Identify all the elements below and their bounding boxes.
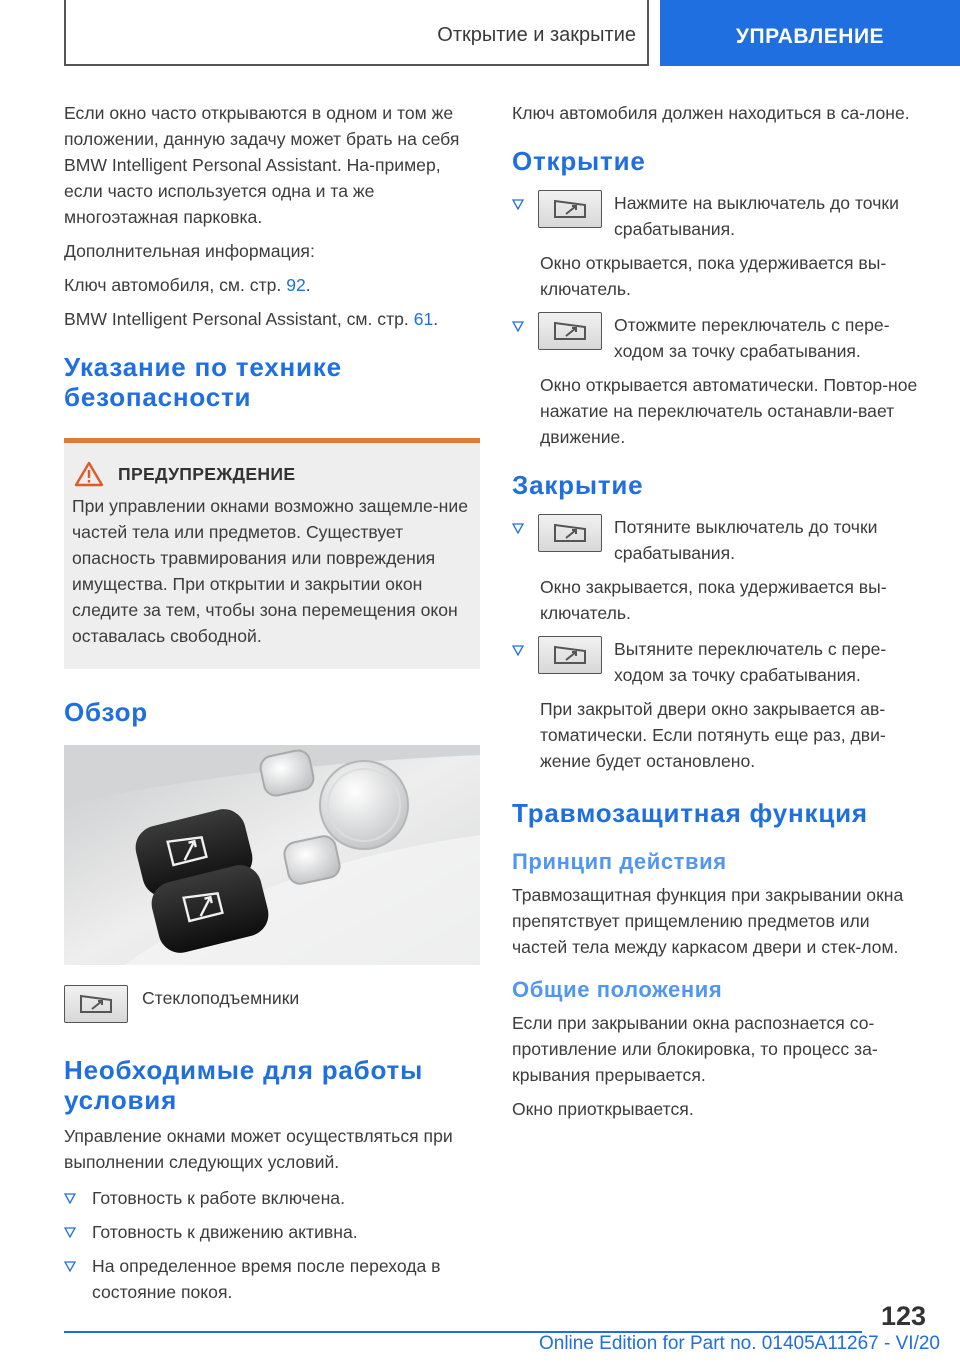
intro-paragraph: Если окно часто открываются в одном и том же положении, данную задачу может брать на себя BMW Intelligent Personal Assistant. На‐пример, если часто используется одна и та же многоэтажная парковка. (64, 103, 460, 227)
page-link-61[interactable]: 61 (413, 309, 434, 329)
header-section-title: Открытие и закрытие (437, 24, 636, 46)
close-step-1-note: Окно закрывается, пока удерживается вы‐ключатель. (540, 577, 887, 623)
close-step-2 (512, 636, 926, 688)
triangle-bullet-icon (64, 1193, 76, 1204)
reference-key: Ключ автомобиля, см. стр. 92. (64, 275, 311, 295)
close-step-2-note: При закрытой двери окно закрывается ав‐томатически. Если потянуть еще раз, дви‐жение будет остановлено. (540, 699, 886, 771)
triangle-bullet-icon (64, 1227, 76, 1238)
window-switch-icon (538, 190, 602, 228)
conditions-list (64, 1185, 480, 1305)
page-link-92[interactable]: 92 (286, 275, 306, 295)
window-switch-legend (64, 985, 480, 1023)
close-step-1-text: Потяните выключатель до точки срабатывания. (614, 517, 878, 563)
reference-assistant: BMW Intelligent Personal Assistant, см. стр. 61. (64, 309, 439, 329)
principle-text: Травмозащитная функция при закрывании окна препятствует прищемлению предметов или частей тела между каркасом двери и стек‐лом. (512, 885, 904, 957)
list-item: На определенное время после перехода в состояние покоя. (64, 1253, 480, 1305)
left-column (64, 100, 480, 1313)
right-column (512, 100, 926, 1130)
list-item: Готовность к работе включена. (64, 1185, 480, 1211)
pinch-protection-heading: Травмозащитная функция (512, 798, 868, 828)
open-step-2-text: Отожмите переключатель с пере‐ходом за точку срабатывания. (614, 315, 890, 361)
list-item: Готовность к движению активна. (64, 1219, 480, 1245)
general-heading: Общие положения (512, 977, 723, 1002)
window-switch-icon (538, 636, 602, 674)
triangle-bullet-icon (512, 645, 524, 656)
close-step-1 (512, 514, 926, 566)
more-info-label: Дополнительная информация: (64, 241, 315, 261)
conditions-heading: Необходимые для работы условия (64, 1055, 424, 1115)
window-switch-icon (64, 985, 128, 1023)
open-step-1-note: Окно открывается, пока удерживается вы‐ключатель. (540, 253, 887, 299)
triangle-bullet-icon (512, 321, 524, 332)
close-heading: Закрытие (512, 470, 644, 500)
warning-text: При управлении окнами возможно защемле‐ние частей тела или предметов. Существует опасность травмирования или повреждения имущества. При открытии и закрытии окон следите за тем, чтобы зона перемещения окон оставалась свободной. (72, 496, 468, 646)
warning-box (64, 438, 480, 669)
key-note: Ключ автомобиля должен находиться в са‐лоне. (512, 103, 910, 123)
window-switches-illustration (64, 745, 480, 965)
header-chapter-label: УПРАВЛЕНИЕ (735, 25, 885, 48)
open-step-1 (512, 190, 926, 242)
general-text: Если при закрывании окна распознается со‐противление или блокировка, то процесс за‐крывания прерывается. (512, 1013, 878, 1085)
conditions-intro: Управление окнами может осуществляться при выполнении следующих условий. (64, 1126, 453, 1172)
safety-heading: Указание по технике безопасности (64, 352, 342, 412)
open-step-2 (512, 312, 926, 364)
close-step-2-text: Вытяните переключатель с пере‐ходом за точку срабатывания. (614, 639, 887, 685)
principle-heading: Принцип действия (512, 849, 727, 874)
warning-triangle-icon (74, 461, 104, 487)
header-chapter-tab (660, 0, 960, 66)
window-switch-icon (538, 312, 602, 350)
page-number: 123 (880, 1301, 926, 1331)
footer-edition: Online Edition for Part no. 01405A11267 - VI/20 (538, 1333, 940, 1354)
window-switch-icon (538, 514, 602, 552)
triangle-bullet-icon (512, 199, 524, 210)
legend-label: Стеклоподъемники (142, 988, 300, 1008)
warning-header (72, 461, 470, 487)
open-step-1-text: Нажмите на выключатель до точки срабатывания. (614, 193, 899, 239)
window-switches-photo (64, 745, 480, 965)
warning-title: ПРЕДУПРЕЖДЕНИЕ (118, 463, 296, 484)
open-heading: Открытие (512, 146, 646, 176)
reopen-text: Окно приоткрывается. (512, 1099, 694, 1119)
triangle-bullet-icon (64, 1261, 76, 1272)
triangle-bullet-icon (512, 523, 524, 534)
overview-heading: Обзор (64, 697, 148, 727)
open-step-2-note: Окно открывается автоматически. Повтор‐ное нажатие на переключатель останавли‐вает движение. (540, 375, 918, 447)
